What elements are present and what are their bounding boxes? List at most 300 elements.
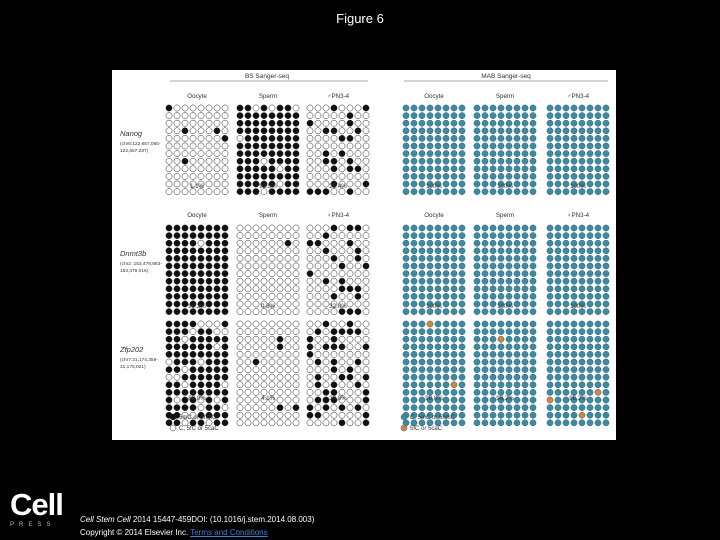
bs-cpg-dot <box>214 405 220 411</box>
mab-cpg-dot <box>427 225 433 231</box>
mab-cpg-dot <box>498 329 504 335</box>
bs-cpg-dot <box>222 135 228 141</box>
mab-percent-label: 100% <box>497 303 513 310</box>
mab-cpg-dot <box>571 367 577 373</box>
mab-cpg-dot <box>482 382 488 388</box>
bs-cpg-dot <box>253 301 259 307</box>
bs-cpg-dot <box>363 158 369 164</box>
mab-cpg-dot <box>498 240 504 246</box>
bs-cpg-dot <box>323 420 329 426</box>
mab-cpg-dot <box>530 301 536 307</box>
bs-cpg-dot <box>269 120 275 126</box>
bs-cpg-dot <box>323 113 329 119</box>
mab-cpg-dot <box>522 359 528 365</box>
mab-cpg-dot <box>490 151 496 157</box>
bs-cpg-dot <box>315 225 321 231</box>
bs-cpg-dot <box>339 278 345 284</box>
bs-cpg-dot <box>214 336 220 342</box>
bs-cpg-dot <box>190 158 196 164</box>
bs-cpg-dot <box>339 412 345 418</box>
mab-cpg-dot <box>506 286 512 292</box>
bs-cpg-dot <box>237 420 243 426</box>
bs-cpg-dot <box>323 189 329 195</box>
bs-cpg-dot <box>245 359 251 365</box>
bs-cpg-dot <box>293 336 299 342</box>
citation-text: 2014 15447-459DOI: (10.1016/j.stem.2014.08.003) <box>130 515 315 524</box>
mab-cpg-dot <box>555 278 561 284</box>
mab-cpg-dot <box>595 367 601 373</box>
bs-cpg-dot <box>347 389 353 395</box>
bs-cpg-dot <box>182 278 188 284</box>
bs-cpg-dot <box>323 321 329 327</box>
bs-cpg-dot <box>277 189 283 195</box>
mab-cpg-dot <box>419 286 425 292</box>
mab-cpg-dot <box>547 158 553 164</box>
bs-cpg-dot <box>277 293 283 299</box>
bs-cpg-dot <box>166 135 172 141</box>
bs-cpg-dot <box>363 181 369 187</box>
bs-cpg-dot <box>261 225 267 231</box>
bs-cpg-dot <box>323 120 329 126</box>
bs-cpg-dot <box>214 351 220 357</box>
bs-cpg-dot <box>315 255 321 261</box>
bs-cpg-dot <box>285 189 291 195</box>
bs-cpg-dot <box>277 420 283 426</box>
mab-cpg-dot <box>474 151 480 157</box>
bs-cpg-dot <box>166 367 172 373</box>
bs-cpg-dot <box>214 166 220 172</box>
bs-cpg-dot <box>323 336 329 342</box>
bs-cpg-dot <box>222 420 228 426</box>
bs-cpg-dot <box>174 143 180 149</box>
mab-cpg-dot <box>587 151 593 157</box>
bs-cpg-dot <box>269 135 275 141</box>
bs-cpg-dot <box>206 351 212 357</box>
bs-cpg-dot <box>355 336 361 342</box>
mab-cpg-dot <box>530 263 536 269</box>
bs-cpg-dot <box>166 233 172 239</box>
bs-cpg-dot <box>269 143 275 149</box>
mab-cpg-dot <box>579 166 585 172</box>
bs-cpg-dot <box>277 120 283 126</box>
bs-cpg-dot <box>323 143 329 149</box>
bs-cpg-dot <box>190 240 196 246</box>
bs-cpg-dot <box>277 225 283 231</box>
bs-cpg-dot <box>339 225 345 231</box>
bs-cpg-dot <box>355 359 361 365</box>
bs-cpg-dot <box>222 143 228 149</box>
bs-cpg-dot <box>245 351 251 357</box>
mab-cpg-dot <box>427 293 433 299</box>
bs-cpg-dot <box>355 225 361 231</box>
gene-coordinates: 31,175,001) <box>120 365 146 370</box>
bs-cpg-dot <box>253 255 259 261</box>
mab-cpg-dot <box>498 263 504 269</box>
mab-cpg-dot <box>547 113 553 119</box>
bs-cpg-dot <box>285 309 291 315</box>
bs-cpg-dot <box>198 329 204 335</box>
mab-cpg-dot <box>411 271 417 277</box>
bs-cpg-dot <box>237 405 243 411</box>
mab-cpg-dot <box>498 248 504 254</box>
bs-cpg-dot <box>214 173 220 179</box>
bs-cpg-dot <box>363 329 369 335</box>
bs-cpg-dot <box>339 329 345 335</box>
mab-cpg-dot <box>547 412 553 418</box>
mab-cpg-dot <box>403 286 409 292</box>
bs-cpg-dot <box>269 105 275 111</box>
mab-cpg-dot <box>563 344 569 350</box>
mab-cpg-dot <box>579 374 585 380</box>
mab-cpg-dot <box>427 286 433 292</box>
bs-cpg-dot <box>206 189 212 195</box>
bs-cpg-dot <box>190 173 196 179</box>
mab-cpg-dot <box>411 120 417 126</box>
mab-cpg-dot <box>498 151 504 157</box>
bs-cpg-dot <box>222 412 228 418</box>
mab-cpg-dot <box>595 248 601 254</box>
bs-cpg-dot <box>355 321 361 327</box>
mab-cpg-dot <box>587 105 593 111</box>
mab-cpg-dot <box>506 225 512 231</box>
mab-cpg-dot <box>482 278 488 284</box>
mab-cpg-dot <box>522 329 528 335</box>
mab-cpg-dot <box>555 286 561 292</box>
bs-column-label: ♀PN3-4 <box>326 212 350 219</box>
bs-cpg-dot <box>182 225 188 231</box>
mab-cpg-dot <box>555 240 561 246</box>
mab-cpg-dot <box>403 189 409 195</box>
bs-cpg-dot <box>245 336 251 342</box>
bs-cpg-dot <box>237 301 243 307</box>
mab-cpg-dot <box>603 166 609 172</box>
mab-cpg-dot <box>435 329 441 335</box>
mab-cpg-dot <box>547 374 553 380</box>
bs-cpg-dot <box>206 397 212 403</box>
bs-cpg-dot <box>237 293 243 299</box>
mab-cpg-dot <box>451 329 457 335</box>
bs-cpg-dot <box>174 240 180 246</box>
mab-cpg-dot <box>411 382 417 388</box>
bs-cpg-dot <box>182 189 188 195</box>
bs-cpg-dot <box>355 293 361 299</box>
mab-cpg-dot <box>571 271 577 277</box>
mab-cpg-dot <box>530 286 536 292</box>
bs-cpg-dot <box>245 189 251 195</box>
bs-cpg-dot <box>214 309 220 315</box>
bs-cpg-dot <box>363 166 369 172</box>
mab-cpg-dot <box>595 301 601 307</box>
mab-cpg-dot <box>490 189 496 195</box>
mab-cpg-dot <box>459 336 465 342</box>
bs-cpg-dot <box>347 143 353 149</box>
bs-cpg-dot <box>198 233 204 239</box>
gene-coordinates: (chr2 :153,478,883- <box>120 262 162 267</box>
bs-cpg-dot <box>347 173 353 179</box>
mab-cpg-dot <box>482 233 488 239</box>
mab-cpg-dot <box>474 128 480 134</box>
mab-cpg-dot <box>474 374 480 380</box>
bs-cpg-dot <box>253 389 259 395</box>
mab-cpg-dot <box>587 233 593 239</box>
mab-cpg-dot <box>547 278 553 284</box>
mab-cpg-dot <box>522 105 528 111</box>
mab-cpg-dot <box>571 105 577 111</box>
bs-cpg-dot <box>285 329 291 335</box>
bs-cpg-dot <box>174 336 180 342</box>
mab-cpg-dot <box>411 255 417 261</box>
bs-cpg-dot <box>182 128 188 134</box>
mab-cpg-dot <box>595 359 601 365</box>
mab-cpg-dot <box>563 255 569 261</box>
mab-cpg-dot <box>498 278 504 284</box>
bs-cpg-dot <box>285 382 291 388</box>
bs-cpg-dot <box>323 105 329 111</box>
bs-cpg-dot <box>269 271 275 277</box>
bs-cpg-dot <box>293 420 299 426</box>
mab-cpg-dot <box>522 336 528 342</box>
bs-cpg-dot <box>277 248 283 254</box>
bs-cpg-dot <box>214 240 220 246</box>
bs-cpg-dot <box>355 255 361 261</box>
bs-cpg-dot <box>166 278 172 284</box>
mab-cpg-dot <box>411 301 417 307</box>
mab-cpg-dot <box>427 128 433 134</box>
mab-cpg-dot <box>451 278 457 284</box>
mab-cpg-dot <box>579 225 585 231</box>
mab-cpg-dot <box>563 248 569 254</box>
bs-cpg-dot <box>174 359 180 365</box>
mab-cpg-dot <box>547 397 553 403</box>
mab-cpg-dot <box>490 278 496 284</box>
bs-cpg-dot <box>261 248 267 254</box>
mab-cpg-dot <box>443 321 449 327</box>
bs-cpg-dot <box>182 382 188 388</box>
bs-cpg-dot <box>174 321 180 327</box>
bs-cpg-dot <box>190 113 196 119</box>
bs-cpg-dot <box>355 278 361 284</box>
mab-cpg-dot <box>459 382 465 388</box>
bs-cpg-dot <box>307 158 313 164</box>
mab-cpg-dot <box>514 181 520 187</box>
mab-cpg-dot <box>555 382 561 388</box>
mab-cpg-dot <box>563 405 569 411</box>
mab-cpg-dot <box>579 263 585 269</box>
bs-cpg-dot <box>307 151 313 157</box>
bs-cpg-dot <box>323 301 329 307</box>
mab-cpg-dot <box>522 382 528 388</box>
bs-cpg-dot <box>245 301 251 307</box>
mab-cpg-dot <box>595 389 601 395</box>
mab-cpg-dot <box>603 255 609 261</box>
bs-cpg-dot <box>261 105 267 111</box>
terms-link[interactable]: Terms and Conditions <box>190 528 268 537</box>
bs-cpg-dot <box>331 271 337 277</box>
mab-cpg-dot <box>451 359 457 365</box>
bs-cpg-dot <box>245 255 251 261</box>
bs-cpg-dot <box>245 158 251 164</box>
mab-cpg-dot <box>427 382 433 388</box>
mab-cpg-dot <box>579 255 585 261</box>
mab-cpg-dot <box>530 329 536 335</box>
bs-cpg-dot <box>198 286 204 292</box>
bs-cpg-dot <box>277 113 283 119</box>
mab-cpg-dot <box>403 344 409 350</box>
mab-cpg-dot <box>530 412 536 418</box>
mab-cpg-dot <box>490 359 496 365</box>
bs-cpg-dot <box>355 189 361 195</box>
bs-percent-label: 30.8% <box>329 395 347 402</box>
mab-cpg-dot <box>587 382 593 388</box>
mab-cpg-dot <box>587 359 593 365</box>
mab-cpg-dot <box>482 166 488 172</box>
mab-cpg-dot <box>419 359 425 365</box>
mab-cpg-dot <box>563 278 569 284</box>
mab-cpg-dot <box>547 233 553 239</box>
mab-cpg-dot <box>474 301 480 307</box>
mab-cpg-dot <box>419 143 425 149</box>
bs-cpg-dot <box>347 367 353 373</box>
mab-cpg-dot <box>443 359 449 365</box>
bs-percent-label: 92.5% <box>259 183 277 190</box>
bs-cpg-dot <box>206 336 212 342</box>
mab-cpg-dot <box>522 309 528 315</box>
bs-cpg-dot <box>355 271 361 277</box>
mab-cpg-dot <box>603 336 609 342</box>
bs-cpg-dot <box>198 151 204 157</box>
mab-cpg-dot <box>595 344 601 350</box>
bs-cpg-dot <box>245 405 251 411</box>
mab-cpg-dot <box>411 181 417 187</box>
mab-cpg-dot <box>603 105 609 111</box>
bs-cpg-dot <box>237 336 243 342</box>
mab-cpg-dot <box>514 263 520 269</box>
mab-cpg-dot <box>603 293 609 299</box>
bs-cpg-dot <box>222 189 228 195</box>
bs-cpg-dot <box>182 321 188 327</box>
bs-cpg-dot <box>245 181 251 187</box>
mab-cpg-dot <box>522 405 528 411</box>
mab-cpg-dot <box>514 351 520 357</box>
bs-cpg-dot <box>339 233 345 239</box>
bs-cpg-dot <box>339 128 345 134</box>
bs-cpg-dot <box>277 397 283 403</box>
mab-legend-label: C, 5mC or 5hmC <box>410 415 456 421</box>
bs-cpg-dot <box>261 420 267 426</box>
mab-cpg-dot <box>490 225 496 231</box>
bs-cpg-dot <box>206 128 212 134</box>
bs-cpg-dot <box>222 293 228 299</box>
bs-cpg-dot <box>315 166 321 172</box>
mab-cpg-dot <box>530 374 536 380</box>
bs-cpg-dot <box>190 263 196 269</box>
mab-cpg-dot <box>563 301 569 307</box>
mab-cpg-dot <box>474 359 480 365</box>
bs-cpg-dot <box>277 374 283 380</box>
bs-cpg-dot <box>214 278 220 284</box>
bs-cpg-dot <box>166 166 172 172</box>
mab-cpg-dot <box>482 301 488 307</box>
mab-cpg-dot <box>459 309 465 315</box>
mab-cpg-dot <box>419 329 425 335</box>
mab-cpg-dot <box>459 128 465 134</box>
bs-cpg-dot <box>307 255 313 261</box>
bs-cpg-dot <box>363 105 369 111</box>
mab-cpg-dot <box>459 397 465 403</box>
bs-cpg-dot <box>237 367 243 373</box>
mab-cpg-dot <box>474 336 480 342</box>
bs-cpg-dot <box>166 420 172 426</box>
bs-cpg-dot <box>331 143 337 149</box>
bs-cpg-dot <box>331 351 337 357</box>
mab-cpg-dot <box>403 293 409 299</box>
mab-cpg-dot <box>419 301 425 307</box>
mab-cpg-dot <box>587 135 593 141</box>
mab-cpg-dot <box>506 233 512 239</box>
mab-cpg-dot <box>482 248 488 254</box>
mab-cpg-dot <box>579 367 585 373</box>
bs-cpg-dot <box>293 105 299 111</box>
mab-cpg-dot <box>603 181 609 187</box>
mab-cpg-dot <box>411 405 417 411</box>
mab-cpg-dot <box>451 271 457 277</box>
mab-cpg-dot <box>443 240 449 246</box>
bs-cpg-dot <box>166 397 172 403</box>
mab-cpg-dot <box>514 286 520 292</box>
mab-cpg-dot <box>451 173 457 179</box>
bs-cpg-dot <box>269 278 275 284</box>
bs-cpg-dot <box>315 105 321 111</box>
bs-cpg-dot <box>277 389 283 395</box>
bs-cpg-dot <box>206 225 212 231</box>
bs-cpg-dot <box>269 412 275 418</box>
bs-cpg-dot <box>277 309 283 315</box>
bs-cpg-dot <box>339 255 345 261</box>
mab-cpg-dot <box>482 321 488 327</box>
mab-percent-label: 100% <box>426 183 442 190</box>
mab-cpg-dot <box>571 255 577 261</box>
bs-cpg-dot <box>206 293 212 299</box>
bs-cpg-dot <box>245 271 251 277</box>
mab-cpg-dot <box>522 233 528 239</box>
bs-cpg-dot <box>347 240 353 246</box>
mab-cpg-dot <box>555 344 561 350</box>
bs-cpg-dot <box>285 255 291 261</box>
mab-cpg-dot <box>498 135 504 141</box>
mab-cpg-dot <box>603 233 609 239</box>
mab-cpg-dot <box>506 271 512 277</box>
mab-cpg-dot <box>411 135 417 141</box>
cell-press-logo[interactable] <box>10 487 65 528</box>
bs-cpg-dot <box>277 405 283 411</box>
mab-cpg-dot <box>443 158 449 164</box>
bs-cpg-dot <box>166 344 172 350</box>
mab-cpg-dot <box>403 321 409 327</box>
mab-cpg-dot <box>403 382 409 388</box>
bs-cpg-dot <box>323 263 329 269</box>
mab-cpg-dot <box>459 420 465 426</box>
mab-cpg-dot <box>603 367 609 373</box>
mab-cpg-dot <box>435 255 441 261</box>
mab-cpg-dot <box>403 128 409 134</box>
bs-cpg-dot <box>315 329 321 335</box>
mab-cpg-dot <box>506 105 512 111</box>
bs-cpg-dot <box>237 359 243 365</box>
mab-cpg-dot <box>555 143 561 149</box>
mab-cpg-dot <box>403 233 409 239</box>
mab-cpg-dot <box>595 278 601 284</box>
mab-cpg-dot <box>435 120 441 126</box>
